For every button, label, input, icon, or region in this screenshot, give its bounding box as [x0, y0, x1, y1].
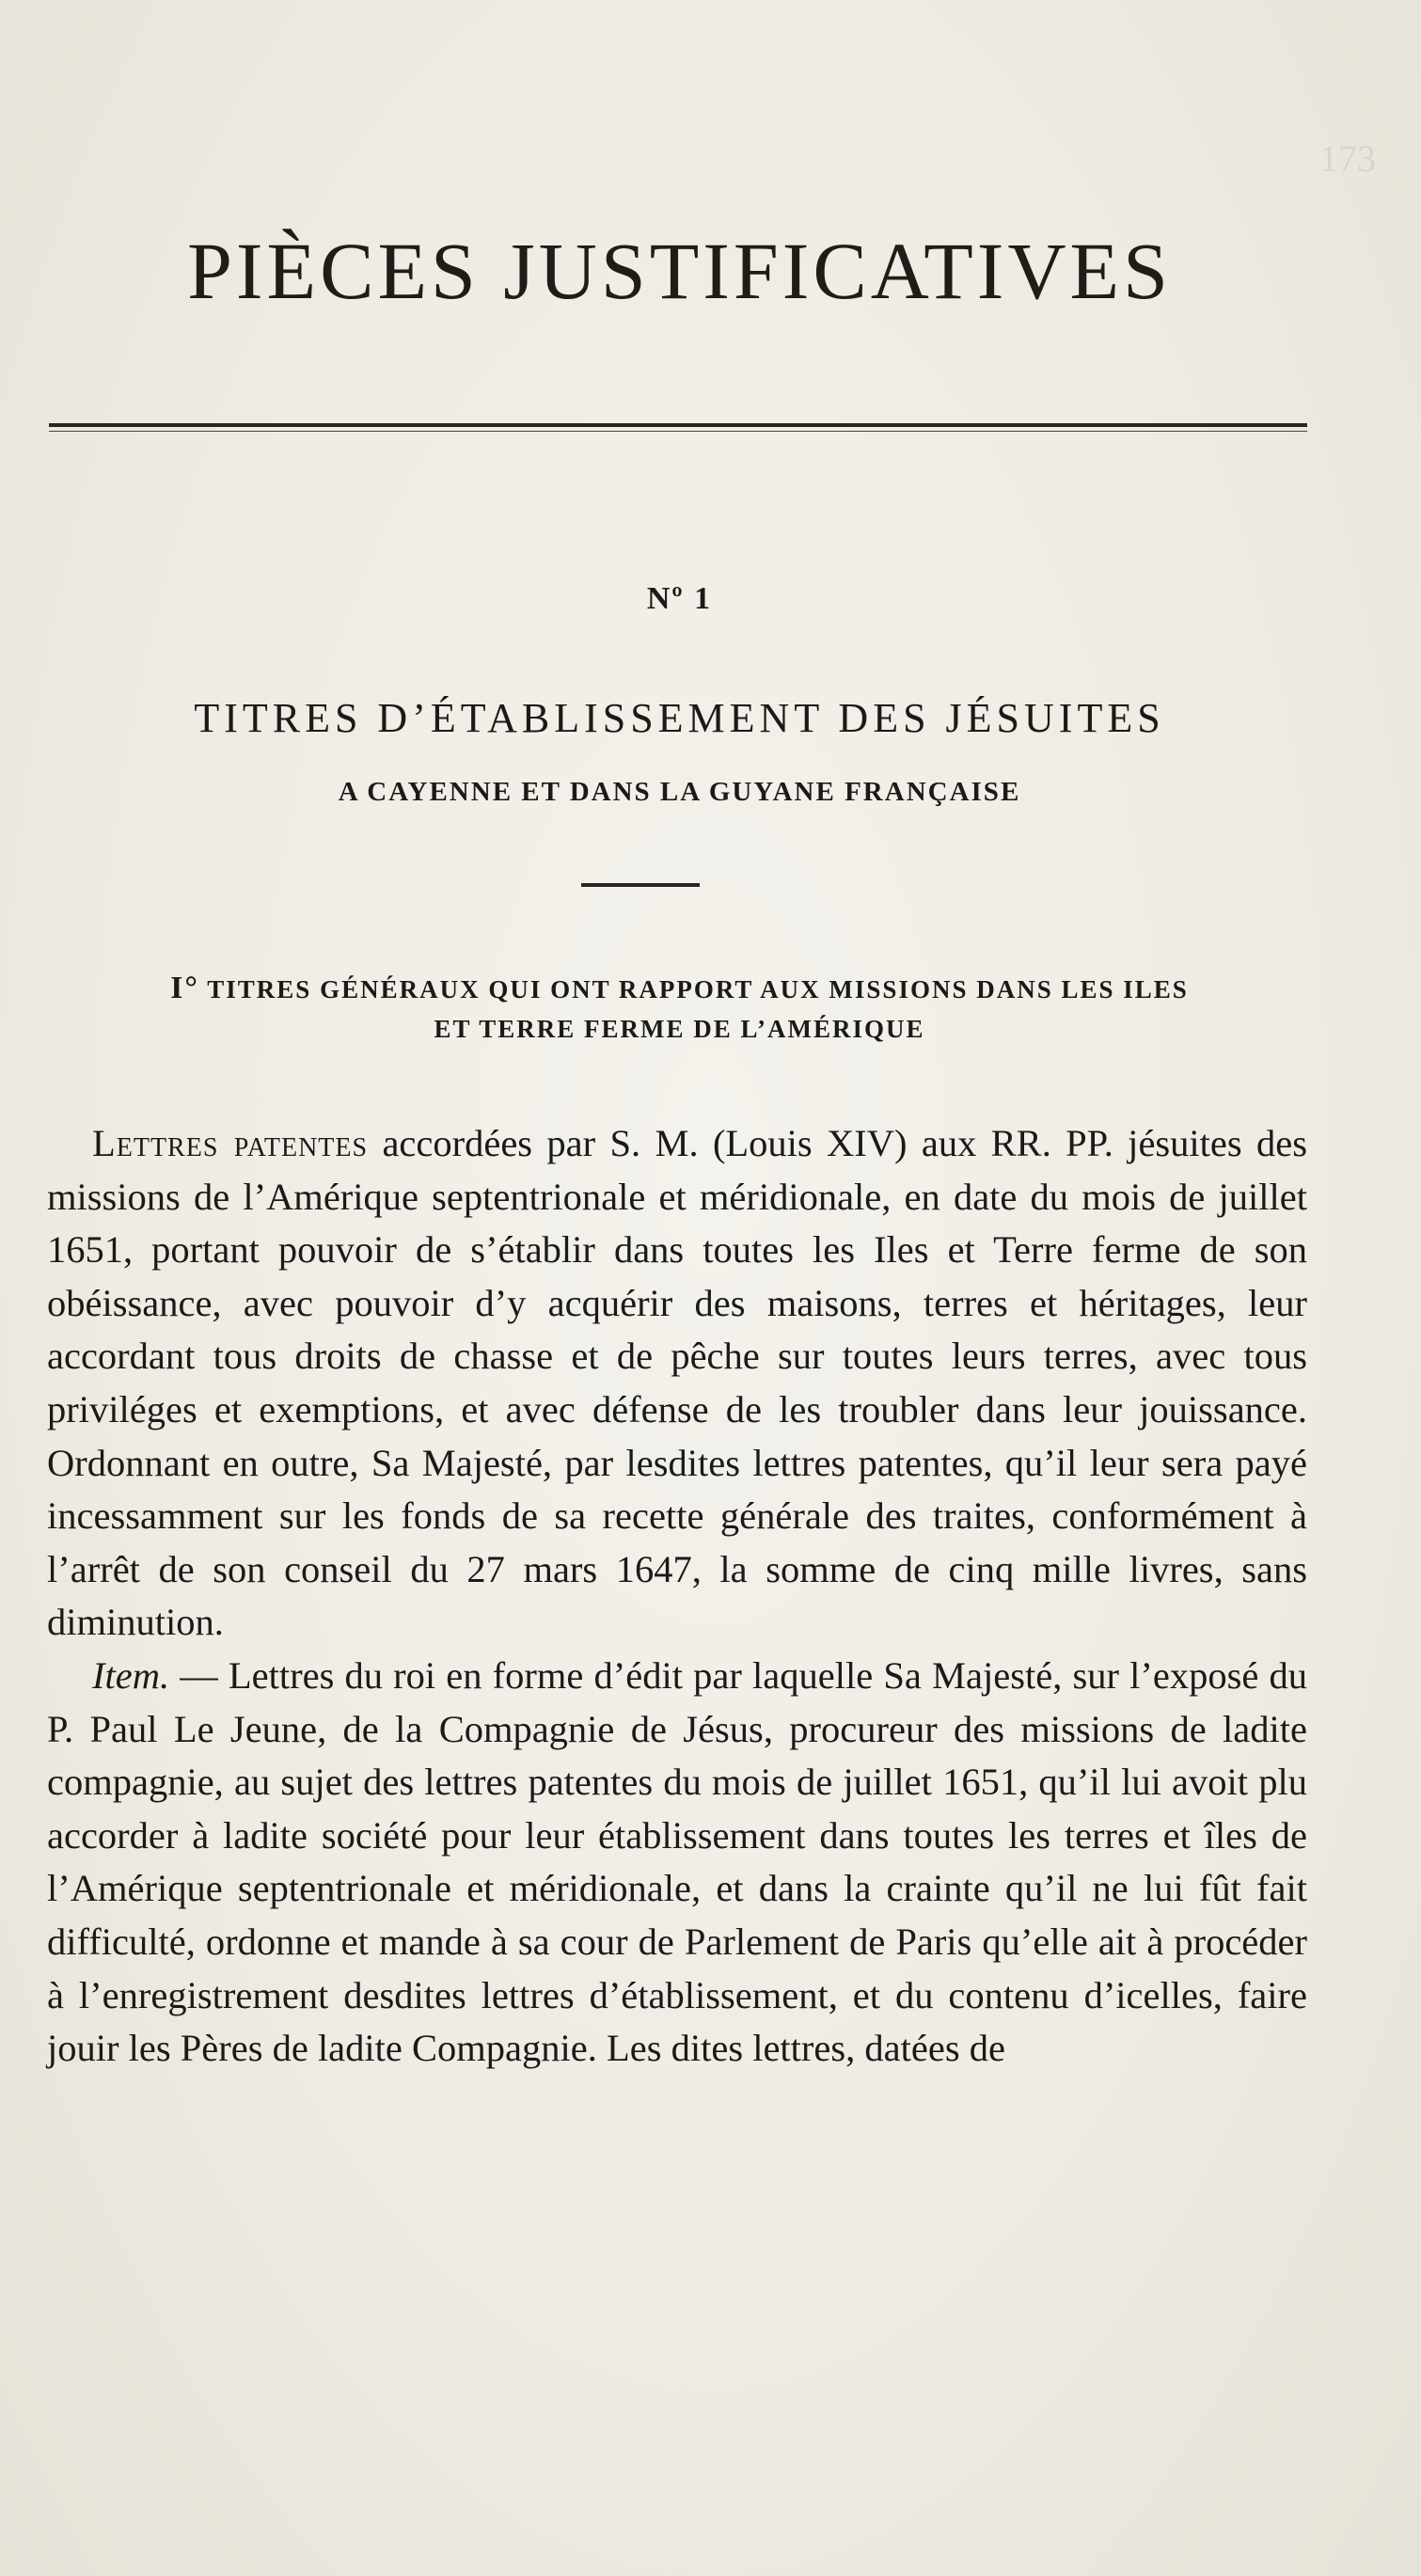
sub-heading — [47, 969, 1312, 1049]
section-title: TITRES D’ÉTABLISSEMENT DES JÉSUITES — [194, 695, 1165, 741]
main-title: PIÈCES JUSTIFICATIVES — [187, 226, 1172, 316]
body-text — [47, 1117, 1307, 2076]
title-rule-thin — [49, 431, 1307, 432]
section-divider — [581, 883, 700, 887]
title-rule-thick — [49, 423, 1307, 427]
paragraph-1 — [47, 1117, 1307, 1650]
section-subtitle: A CAYENNE ET DANS LA GUYANE FRANÇAISE — [338, 777, 1021, 807]
paragraph-2-lead: Item. — [92, 1653, 170, 1697]
document-number: Nº 1 — [646, 581, 713, 616]
paragraph-2 — [47, 1650, 1307, 2076]
sub-heading-numeral: I° — [170, 971, 199, 1005]
sub-heading-line-1 — [47, 969, 1312, 1009]
paragraph-1-lead: Lettres patentes — [92, 1122, 369, 1164]
sub-heading-text-1: TITRES GÉNÉRAUX QUI ONT RAPPORT AUX MISSIONS DANS LES ILES — [207, 975, 1189, 1004]
bleed-through-page-number: 173 — [1319, 137, 1376, 180]
sub-heading-line-2: ET TERRE FERME DE L’AMÉRIQUE — [434, 1015, 925, 1043]
paragraph-1-text: accordées par S. M. (Louis XIV) aux RR. PP. jésuites des missions de l’Amérique septentrionale et méridionale, en date du mois de juillet 1651, portant pouvoir de s’établir dans toutes les Iles et Terre ferme de son obéissance, avec pouvoir d’y acquérir des maisons, terres et héritages, leur accordant tous droits de chasse et de pêche sur toutes leurs terres, avec tous priviléges et exemptions, et avec défense de les troubler dans leur jouissance. Ordonnant en outre, Sa Majesté, par lesdites lettres patentes, qu’il leur sera payé incessamment sur les fonds de sa recette générale des traites, conformément à l’arrêt de son conseil du 27 mars 1647, la somme de cinq mille livres, sans diminution. — [47, 1122, 1307, 1644]
paragraph-2-text: — Lettres du roi en forme d’édit par laquelle Sa Majesté, sur l’exposé du P. Paul Le Jeune, de la Compagnie de Jésus, procureur des missions de ladite compagnie, au sujet des lettres patentes du mois de juillet 1651, qu’il lui avoit plu accorder à ladite société pour leur établissement dans toutes les terres et îles de l’Amérique septentrionale et méridionale, et dans la crainte qu’il ne lui fût fait difficulté, ordonne et mande à sa cour de Parlement de Paris qu’elle ait à procéder à l’enregistrement desdites lettres d’établissement, et du contenu d’icelles, faire jouir les Pères de ladite Compagnie. Les dites lettres, datées de — [47, 1653, 1307, 2070]
